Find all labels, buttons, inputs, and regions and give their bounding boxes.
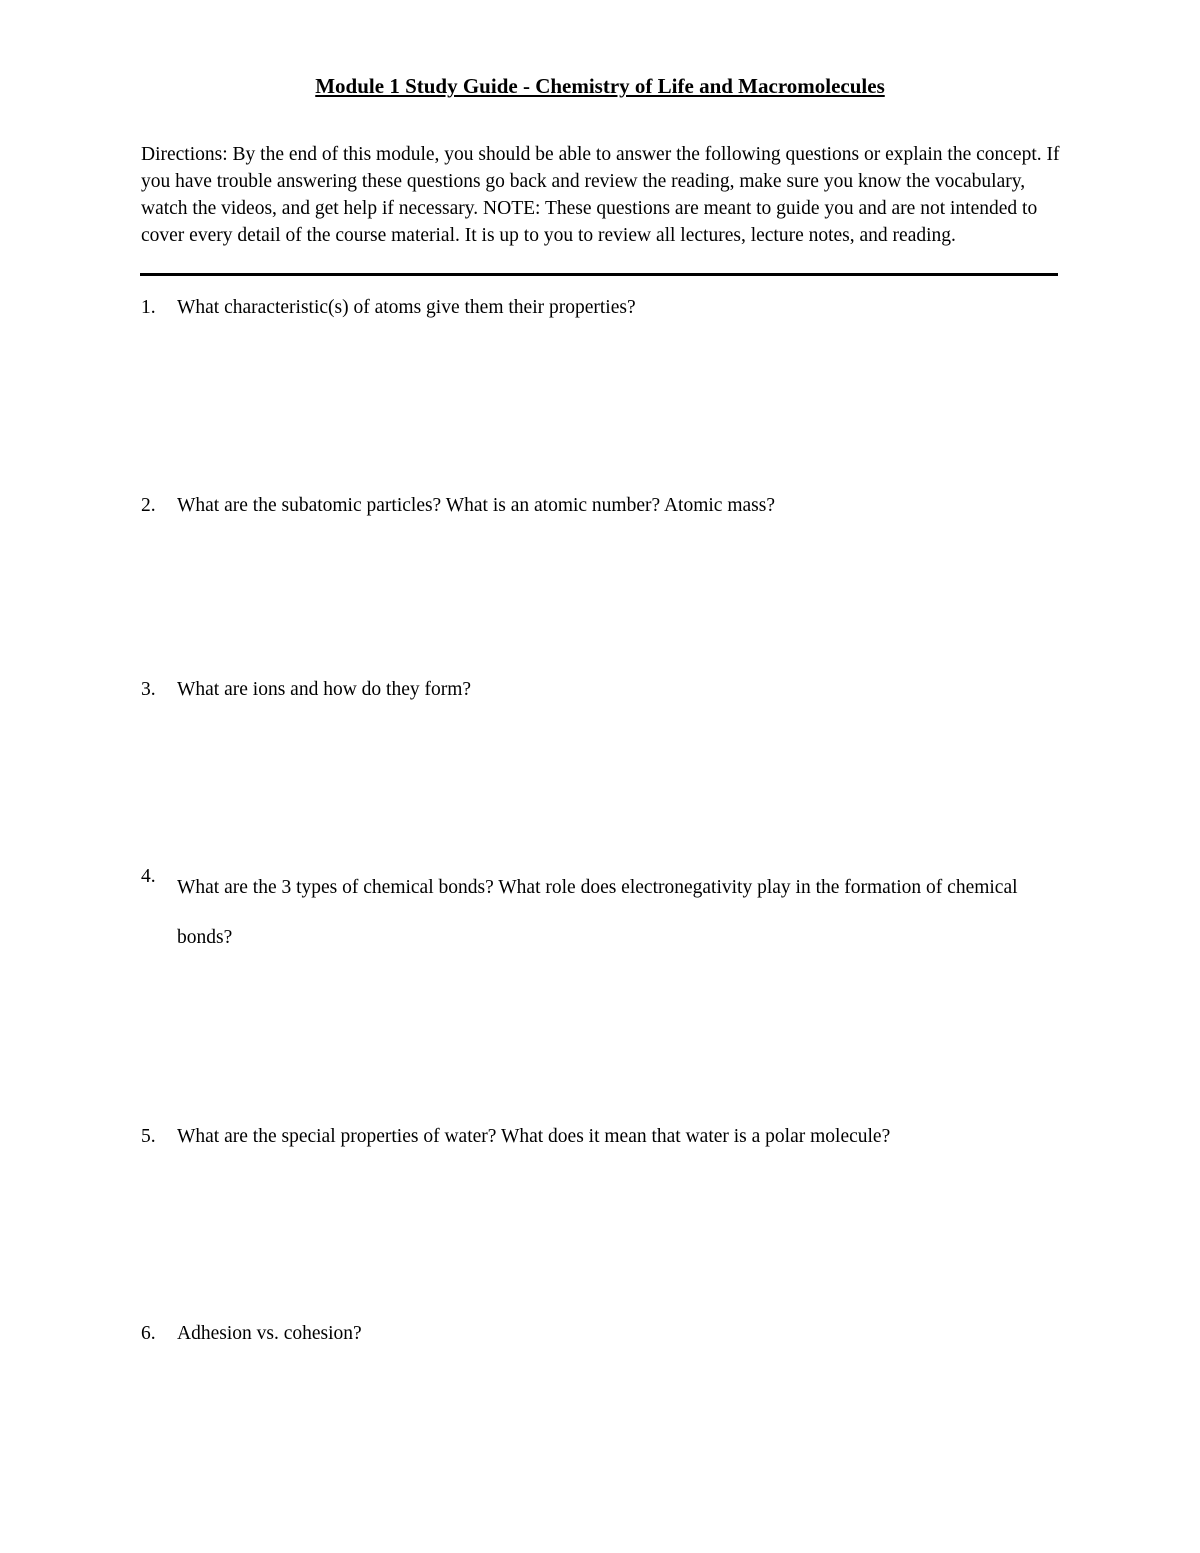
question-number: 1. xyxy=(141,297,156,318)
question-text: What are the 3 types of chemical bonds? What role does electronegativity play in the formation of chemical bonds? xyxy=(177,877,1018,948)
question-item xyxy=(141,1320,1041,1348)
question-number: 4. xyxy=(141,866,156,887)
question-text: What are the special properties of water? What does it mean that water is a polar molecule? xyxy=(177,1126,891,1147)
directions-paragraph: Directions: By the end of this module, you should be able to answer the following questions or explain the concept. If you have trouble answering these questions go back and review the reading, make sure you know the vocabulary, watch the videos, and get help if necessary. NOTE: These questions are meant to guide you and are not intended to cover every detail of the course material. It is up to you to review all lectures, lecture notes, and reading. xyxy=(141,144,1060,246)
question-item xyxy=(141,676,1041,704)
question-number: 6. xyxy=(141,1323,156,1344)
document-title: Module 1 Study Guide - Chemistry of Life and Macromolecules xyxy=(315,74,885,98)
question-item xyxy=(141,492,1041,520)
question-number: 3. xyxy=(141,679,156,700)
question-item xyxy=(141,863,1041,963)
question-text: What are the subatomic particles? What is an atomic number? Atomic mass? xyxy=(177,495,775,516)
question-number: 5. xyxy=(141,1126,156,1147)
question-text: Adhesion vs. cohesion? xyxy=(177,1323,362,1344)
question-item xyxy=(141,294,1041,322)
question-item xyxy=(141,1123,1041,1151)
question-text: What characteristic(s) of atoms give them their properties? xyxy=(177,297,636,318)
section-divider xyxy=(140,273,1058,276)
question-text: What are ions and how do they form? xyxy=(177,679,472,700)
question-number: 2. xyxy=(141,495,156,516)
